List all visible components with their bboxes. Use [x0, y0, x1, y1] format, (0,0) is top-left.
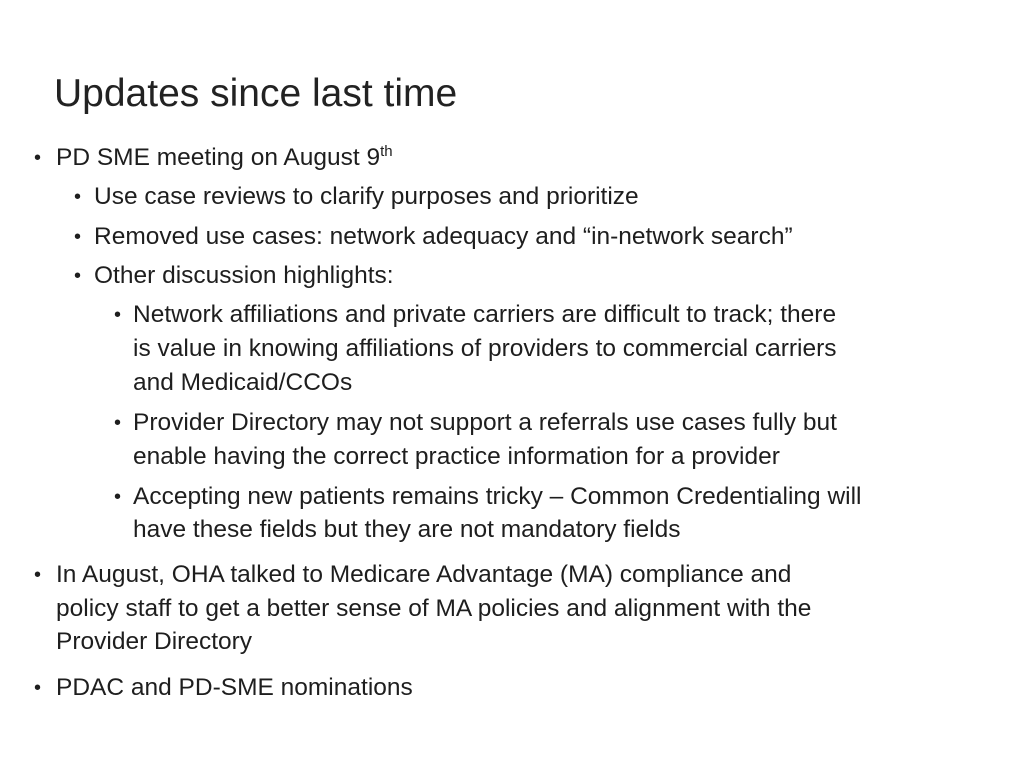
- slide-title: Updates since last time: [54, 72, 458, 115]
- bullet-network-affiliations-cont: [133, 332, 837, 366]
- bullet-marker: •: [114, 412, 122, 434]
- bullet-text-line: have these fields but they are not mandatory fields: [133, 516, 681, 543]
- bullet-marker: •: [34, 147, 42, 169]
- bullet-text-line: Provider Directory: [56, 628, 253, 655]
- bullet-other-discussion: Other discussion highlights:: [94, 262, 394, 289]
- bullet-provider-directory: [133, 406, 837, 440]
- bullet-oha-august: [56, 558, 791, 592]
- bullet-marker: •: [74, 265, 82, 287]
- bullet-network-affiliations-cont: [133, 366, 352, 400]
- bullet-oha-august-cont: [56, 592, 811, 626]
- bullet-text-line: is value in knowing affiliations of providers to commercial carriers: [133, 335, 837, 362]
- bullet-text-line: Network affiliations and private carriers are difficult to track; there: [133, 301, 837, 328]
- bullet-text-line: Provider Directory may not support a referrals use cases fully but: [133, 409, 837, 436]
- bullet-marker: •: [34, 677, 42, 699]
- bullet-use-case-reviews: Use case reviews to clarify purposes and prioritize: [94, 183, 639, 210]
- bullet-marker: •: [114, 304, 122, 326]
- bullet-pdac-nominations: PDAC and PD-SME nominations: [56, 674, 413, 701]
- bullet-pd-sme-meeting: [56, 141, 393, 175]
- bullet-text: PD SME meeting on August 9: [56, 144, 381, 171]
- bullet-text-line: and Medicaid/CCOs: [133, 369, 353, 396]
- bullet-marker: •: [114, 486, 122, 508]
- bullet-accepting-new-patients: [133, 480, 862, 514]
- bullet-marker: •: [34, 564, 42, 586]
- bullet-text-line: enable having the correct practice information for a provider: [133, 443, 780, 470]
- bullet-oha-august-cont: [56, 625, 252, 659]
- bullet-marker: •: [74, 186, 82, 208]
- bullet-marker: •: [74, 226, 82, 248]
- ordinal-suffix: th: [380, 142, 393, 160]
- bullet-removed-use-cases: Removed use cases: network adequacy and “in-network search”: [94, 223, 793, 250]
- bullet-text-line: In August, OHA talked to Medicare Advantage (MA) compliance and: [56, 561, 792, 588]
- bullet-network-affiliations: [133, 298, 836, 332]
- bullet-text-line: policy staff to get a better sense of MA policies and alignment with the: [56, 595, 812, 622]
- bullet-text-line: Accepting new patients remains tricky – Common Credentialing will: [133, 483, 862, 510]
- bullet-accepting-new-patients-cont: [133, 513, 681, 547]
- bullet-provider-directory-cont: [133, 440, 780, 474]
